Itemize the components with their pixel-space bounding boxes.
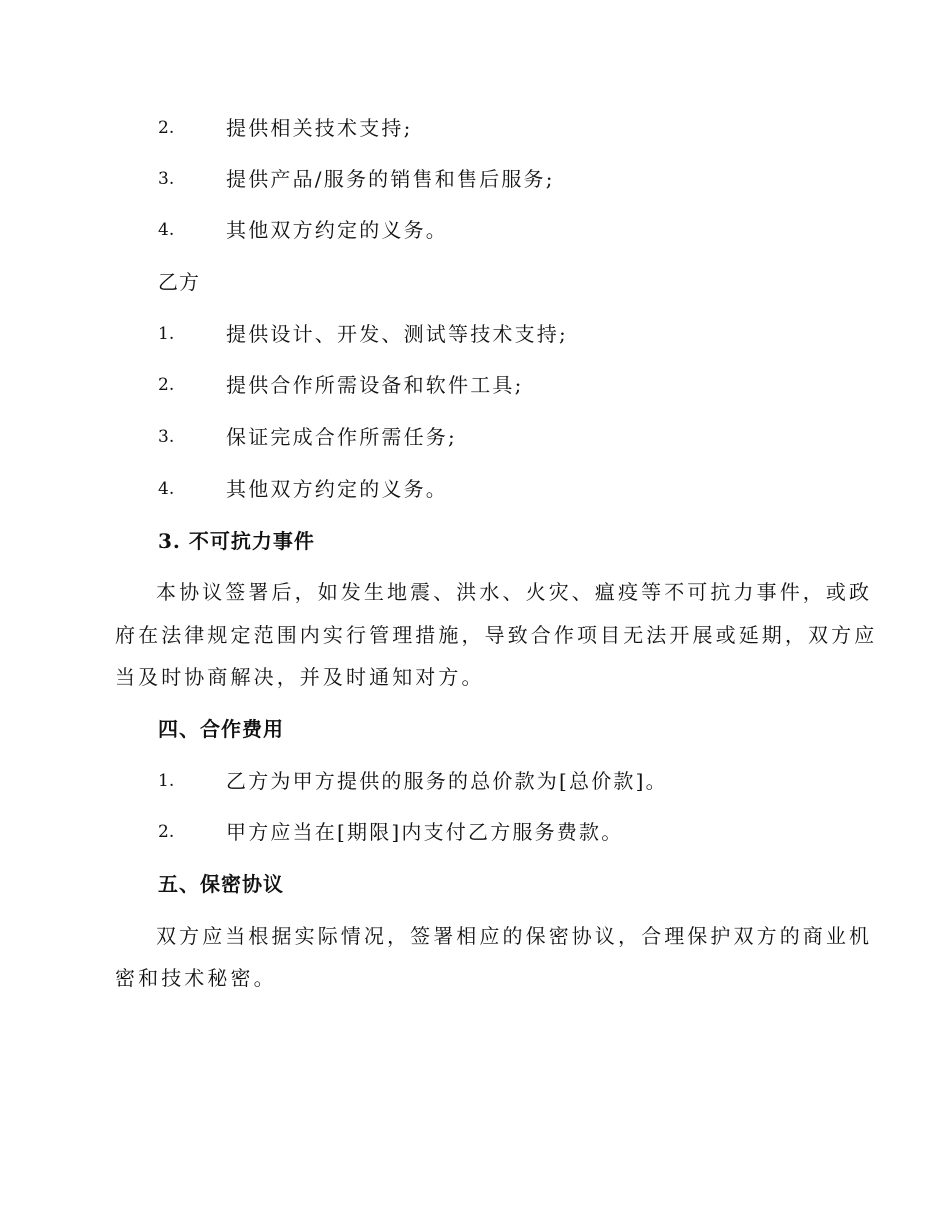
- list-text: 其他双方约定的义务。: [226, 218, 448, 242]
- section-heading: 四、合作费用: [158, 717, 284, 741]
- paragraph-line: 府在法律规定范围内实行管理措施，导致合作项目无法开展或延期，双方应: [115, 623, 878, 647]
- list-number: 3.: [158, 427, 175, 447]
- list-number: 4.: [158, 220, 175, 240]
- list-number: 2.: [158, 822, 175, 842]
- paragraph-line: 双方应当根据实际情况，签署相应的保密协议，合理保护双方的商业机: [156, 924, 873, 948]
- list-text: 提供产品/服务的销售和售后服务;: [226, 167, 555, 191]
- list-text: 乙方为甲方提供的服务的总价款为[总价款]。: [226, 769, 668, 793]
- paragraph-line: 当及时协商解决，并及时通知对方。: [115, 665, 485, 689]
- section-heading: 3. 不可抗力事件: [158, 529, 315, 553]
- list-text: 其他双方约定的义务。: [226, 477, 448, 501]
- list-number: 4.: [158, 479, 175, 499]
- section-heading: 乙方: [158, 270, 200, 294]
- section-heading: 五、保密协议: [158, 872, 284, 896]
- list-text: 甲方应当在[期限]内支付乙方服务费款。: [226, 820, 624, 844]
- list-text: 提供相关技术支持;: [226, 116, 413, 140]
- paragraph-line: 密和技术秘密。: [115, 966, 277, 990]
- list-text: 提供合作所需设备和软件工具;: [226, 373, 524, 397]
- list-number: 2.: [158, 118, 175, 138]
- list-number: 1.: [158, 324, 175, 344]
- list-number: 3.: [158, 169, 175, 189]
- list-text: 提供设计、开发、测试等技术支持;: [226, 322, 568, 346]
- list-number: 1.: [158, 771, 175, 791]
- list-number: 2.: [158, 375, 175, 395]
- list-text: 保证完成合作所需任务;: [226, 425, 457, 449]
- paragraph-line: 本协议签署后，如发生地震、洪水、火灾、瘟疫等不可抗力事件，或政: [156, 580, 873, 604]
